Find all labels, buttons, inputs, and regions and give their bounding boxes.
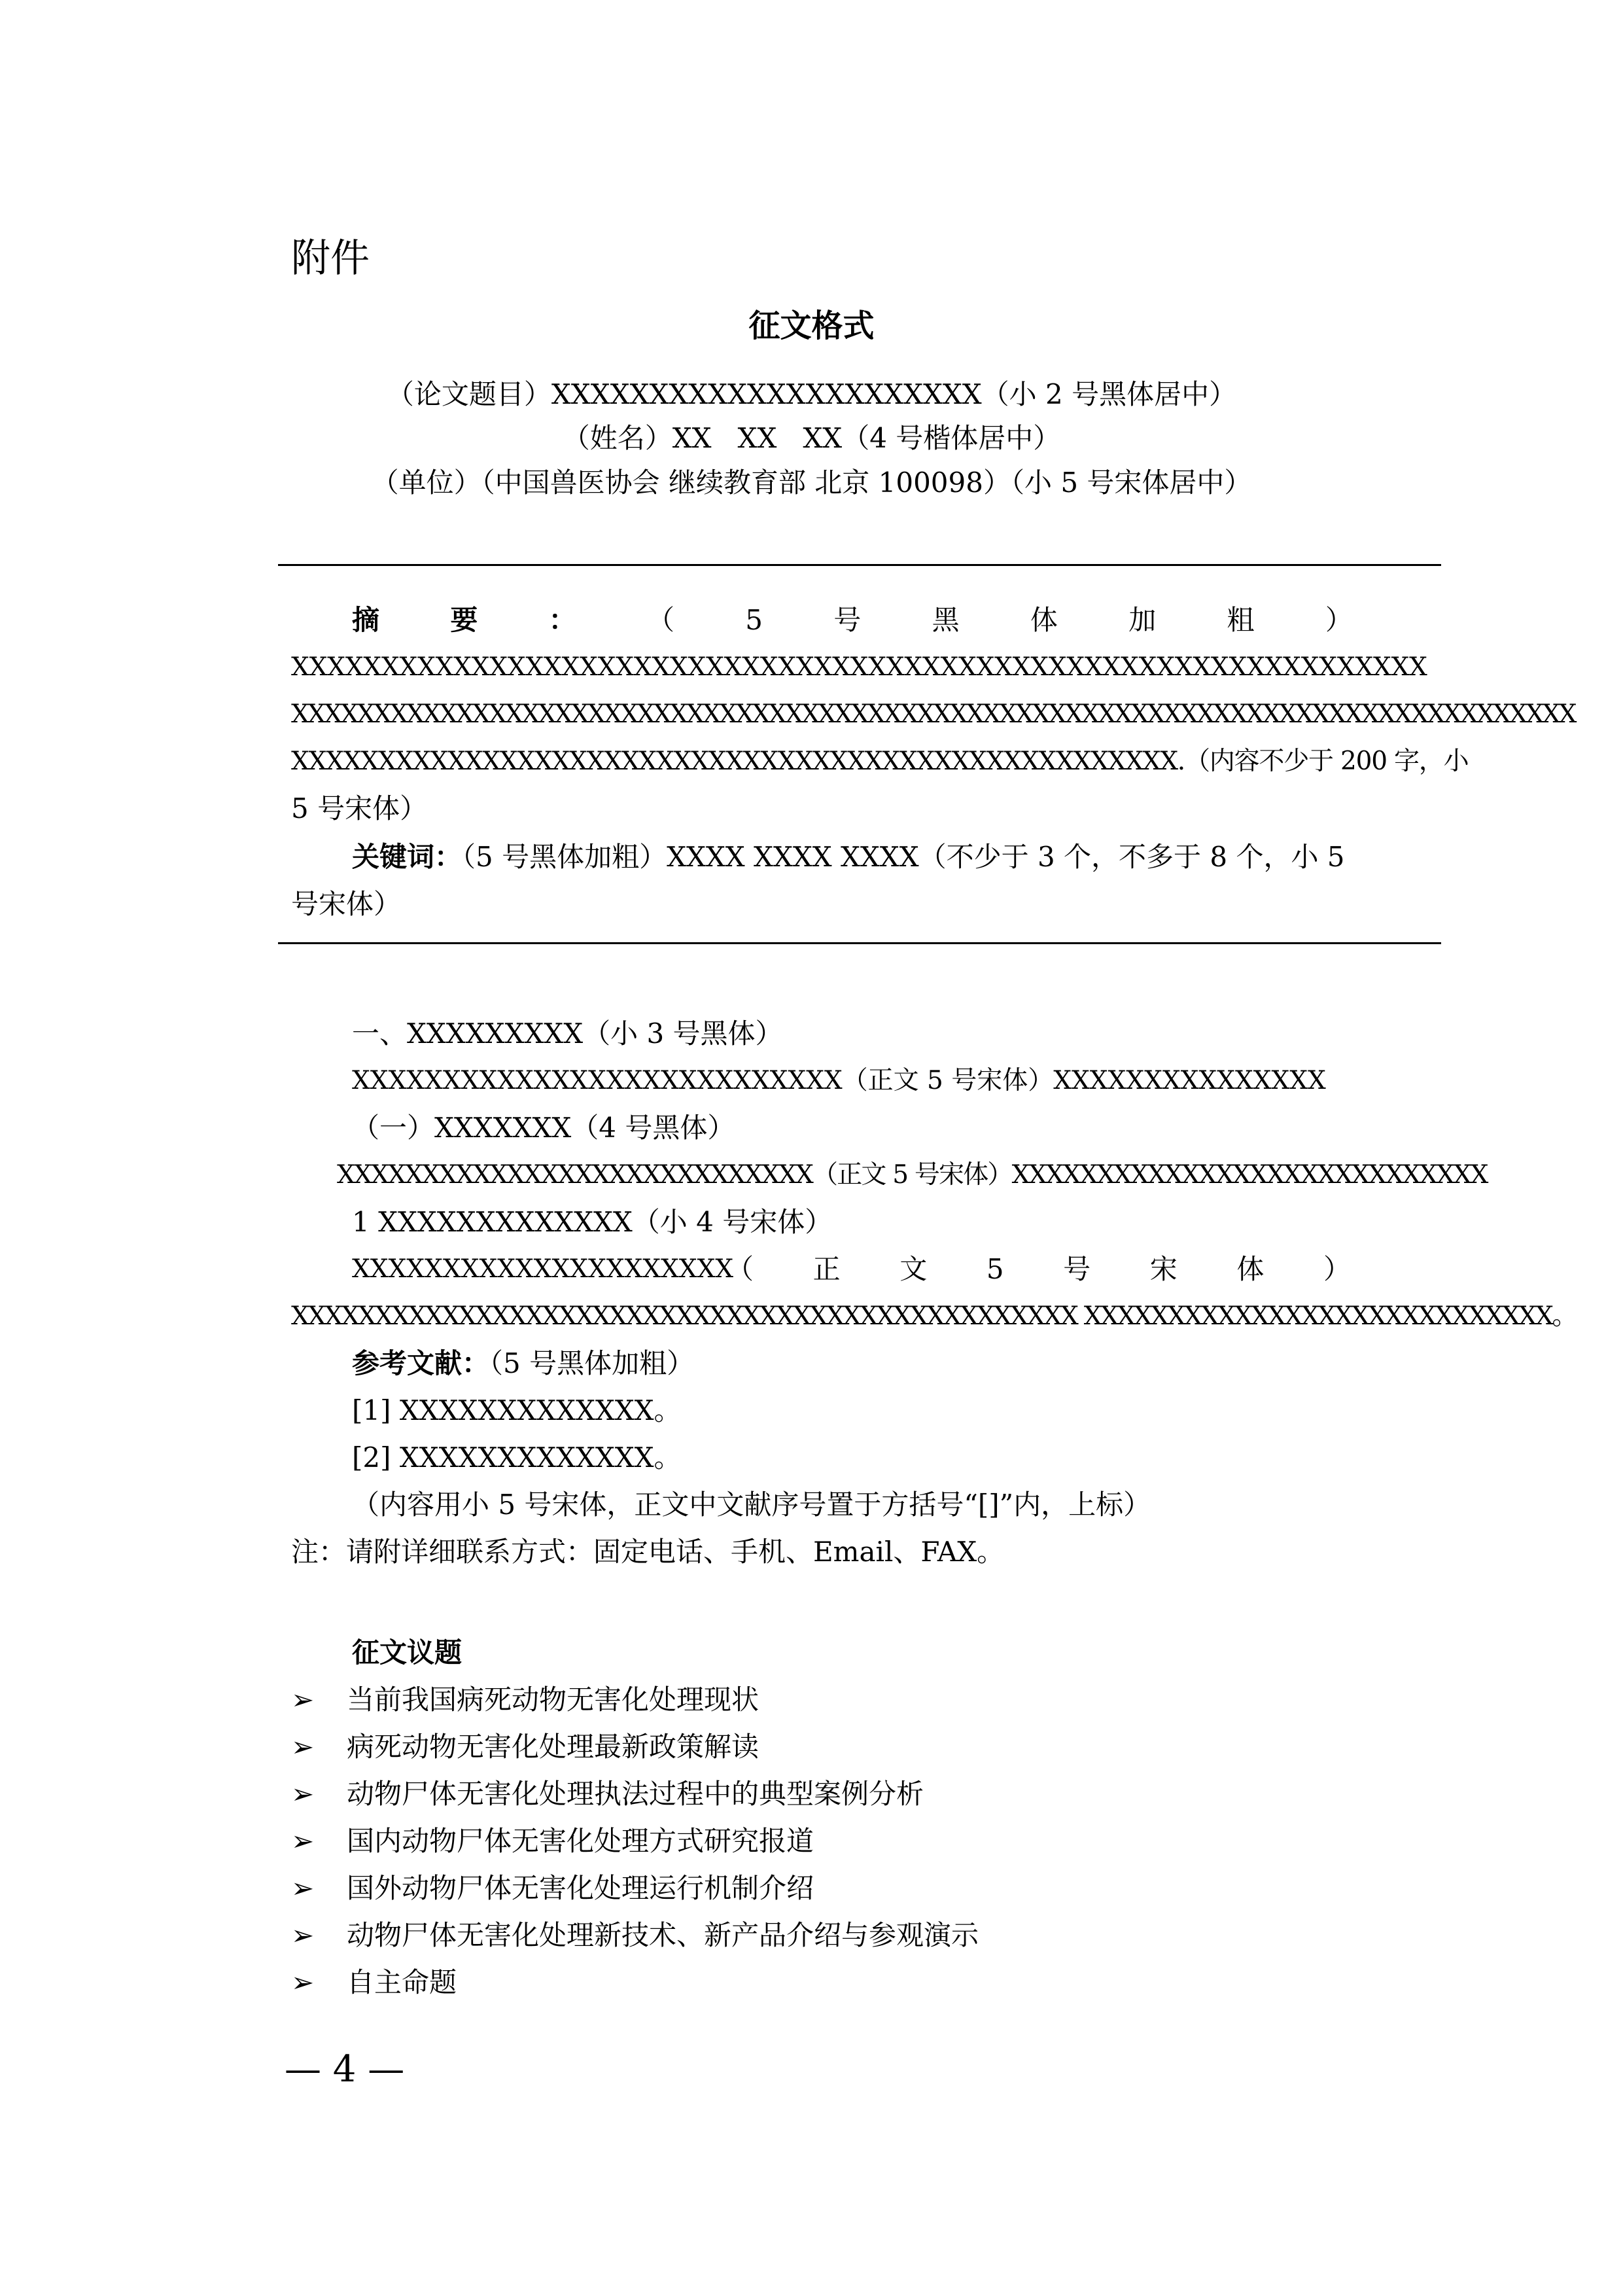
arrow-bullet-icon: ➢ xyxy=(291,1919,315,1951)
reference-item: [1] XXXXXXXXXXXXX。 xyxy=(352,1394,682,1426)
references-label: 参考文献： xyxy=(352,1347,490,1379)
arrow-bullet-icon: ➢ xyxy=(291,1684,315,1716)
page-number: — 4 — xyxy=(285,2048,405,2091)
arrow-bullet-icon: ➢ xyxy=(291,1778,315,1810)
body-note-char: 号 xyxy=(1063,1253,1091,1285)
abstract-note-char: 5 xyxy=(745,604,763,636)
arrow-bullet-icon: ➢ xyxy=(291,1872,315,1904)
keywords-line-2: 号宋体） xyxy=(291,888,402,920)
body-note-char: ） xyxy=(1323,1253,1351,1285)
abstract-label-char: ： xyxy=(548,604,576,636)
abstract-first-line xyxy=(352,602,1353,639)
topic-item: 国内动物尸体无害化处理方式研究报道 xyxy=(347,1825,814,1857)
abstract-line: XXXXXXXXXXXXXXXXXXXXXXXXXXXXXXXXXXXXXXXXXXXXXXXXXXXXXXXXXXXXXXX xyxy=(291,652,1427,682)
body-note-char: （ xyxy=(726,1253,754,1285)
heading-level-3: 1 XXXXXXXXXXXXX（小 4 号宋体） xyxy=(352,1206,833,1238)
body-paragraph-note xyxy=(726,1251,1351,1288)
references-line xyxy=(352,1345,694,1382)
references-label-note: （5 号黑体加粗） xyxy=(489,1347,695,1379)
heading-level-1: 一、XXXXXXXXX（小 3 号黑体） xyxy=(352,1017,783,1050)
page-title: 征文格式 xyxy=(748,308,875,344)
abstract-line: XXXXXXXXXXXXXXXXXXXXXXXXXXXXXXXXXXXXXXXXXXXXXXXXXXXXXXXXXXXXXXXXXXXXXXXXXXXXXX xyxy=(291,699,1575,729)
body-note-char: 正 xyxy=(812,1253,841,1285)
body-paragraph: XXXXXXXXXXXXXXXXXXXXXXXXXXXX（正文 5 号宋体）XXXXXXXXXXXXXXXXXXXXXXXXXXXX xyxy=(337,1160,1488,1190)
paper-title-line: （论文题目）XXXXXXXXXXXXXXXXXXXXXX（小 2 号黑体居中） xyxy=(386,378,1237,410)
arrow-bullet-icon: ➢ xyxy=(291,1966,315,1998)
abstract-note-char: 粗 xyxy=(1227,604,1255,636)
top-divider xyxy=(278,564,1441,566)
abstract-line: XXXXXXXXXXXXXXXXXXXXXXXXXXXXXXXXXXXXXXXXXXXXXXXXXXX.（内容不少于 200 字，小 xyxy=(291,747,1469,776)
topic-item: 国外动物尸体无害化处理运行机制介绍 xyxy=(347,1872,814,1904)
abstract-label-char: 摘 xyxy=(352,604,380,636)
abstract-note-char: 体 xyxy=(1030,604,1058,636)
body-note-char: 文 xyxy=(899,1253,928,1285)
body-note-char: 5 xyxy=(986,1253,1004,1285)
keywords-line xyxy=(352,839,1345,875)
abstract-note-char: 号 xyxy=(833,604,862,636)
references-note: （内容用小 5 号宋体，正文中文献序号置于方括号“[]”内，上标） xyxy=(352,1489,1151,1521)
body-note-char: 体 xyxy=(1236,1253,1265,1285)
abstract-note-char: 加 xyxy=(1128,604,1157,636)
body-paragraph: XXXXXXXXXXXXXXXXXXXXXXXXXXXXXXXXXXXXXXXXXXXXXXX XXXXXXXXXXXXXXXXXXXXXXXXXXXX。 xyxy=(291,1301,1577,1331)
abstract-note-char: 黑 xyxy=(932,604,960,636)
abstract-label-char: 要 xyxy=(450,604,478,636)
topic-item: 当前我国病死动物无害化处理现状 xyxy=(347,1684,759,1716)
arrow-bullet-icon: ➢ xyxy=(291,1825,315,1857)
contact-note: 注：请附详细联系方式：固定电话、手机、Email、FAX。 xyxy=(291,1536,1005,1568)
abstract-note-char: ） xyxy=(1325,604,1353,636)
topic-item: 自主命题 xyxy=(347,1966,457,1998)
abstract-line: 5 号宋体） xyxy=(291,792,428,824)
body-paragraph: XXXXXXXXXXXXXXXXXXXXXXXXXXX（正文 5 号宋体）XXXXXXXXXXXXXXX xyxy=(352,1066,1326,1095)
topic-item: 动物尸体无害化处理新技术、新产品介绍与参观演示 xyxy=(347,1919,979,1951)
body-paragraph-lead: XXXXXXXXXXXXXXXXXXXXX xyxy=(352,1254,734,1284)
topics-heading: 征文议题 xyxy=(352,1636,462,1669)
abstract-note-char: （ xyxy=(646,604,674,636)
body-note-char: 宋 xyxy=(1149,1253,1178,1285)
arrow-bullet-icon: ➢ xyxy=(291,1731,315,1763)
author-line: （姓名）XX XX XX（4 号楷体居中） xyxy=(562,422,1061,454)
topic-item: 动物尸体无害化处理执法过程中的典型案例分析 xyxy=(347,1778,924,1810)
affiliation-line: （单位）（中国兽医协会 继续教育部 北京 100098）（小 5 号宋体居中） xyxy=(371,467,1252,499)
attachment-label: 附件 xyxy=(291,236,370,281)
keywords-text: （5 号黑体加粗）XXXX XXXX XXXX（不少于 3 个，不多于 8 个，小 5 xyxy=(462,841,1345,873)
reference-item: [2] XXXXXXXXXXXXX。 xyxy=(352,1441,682,1474)
keywords-label: 关键词： xyxy=(352,841,462,873)
heading-level-2: （一）XXXXXXX（4 号黑体） xyxy=(352,1112,735,1144)
topic-item: 病死动物无害化处理最新政策解读 xyxy=(347,1731,759,1763)
bottom-divider xyxy=(278,942,1441,944)
